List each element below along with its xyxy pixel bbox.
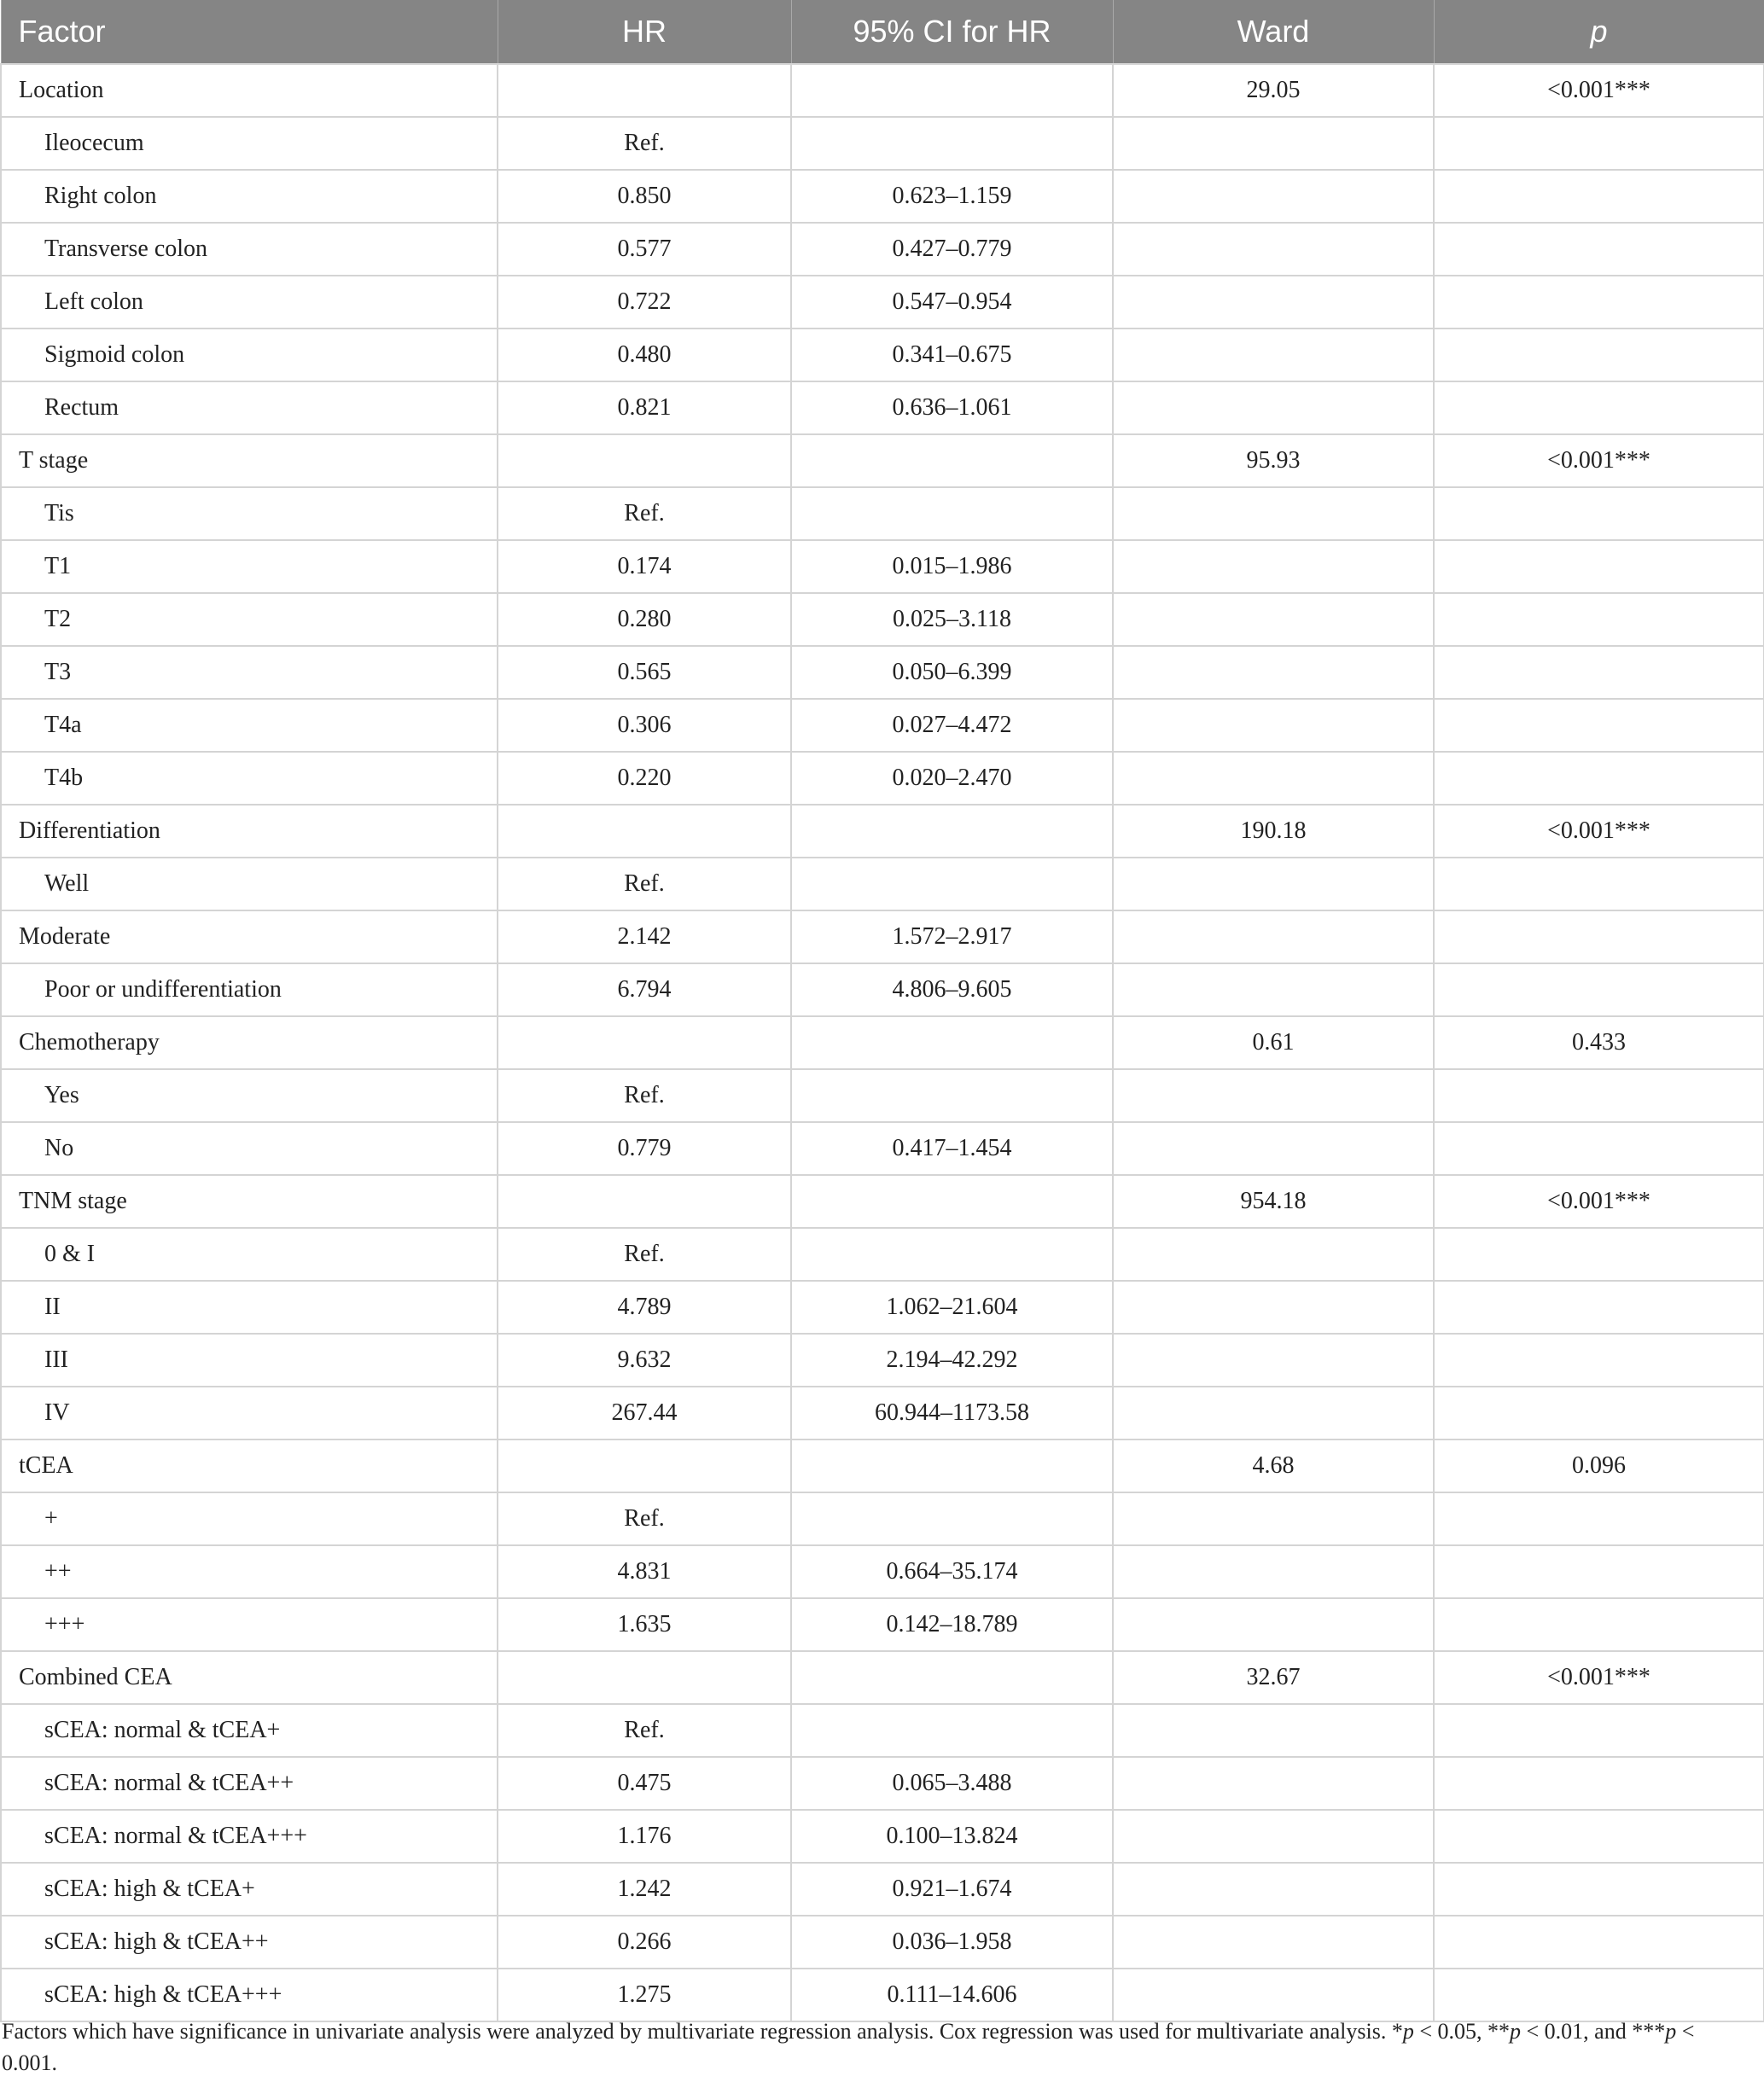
cell-ci: 1.062–21.604: [791, 1281, 1113, 1334]
cell-ward: [1113, 910, 1434, 963]
table-body: [1, 64, 1764, 2021]
cell-p-value: [1434, 1863, 1764, 1916]
cell-p-value: [1434, 1281, 1764, 1334]
cell-p-value: [1434, 1228, 1764, 1281]
cell-hr: 9.632: [498, 1334, 791, 1387]
cell-ci: [791, 858, 1113, 910]
table-row: [1, 329, 1764, 381]
cell-ward: [1113, 752, 1434, 805]
table-row: [1, 1439, 1764, 1492]
cell-p-value: [1434, 752, 1764, 805]
cell-p-value: [1434, 1969, 1764, 2021]
cell-hr: 0.565: [498, 646, 791, 699]
cell-ci: 0.100–13.824: [791, 1810, 1113, 1863]
table-row: [1, 1545, 1764, 1598]
cell-ward: 4.68: [1113, 1439, 1434, 1492]
cell-p-value: [1434, 1122, 1764, 1175]
cell-ci: [791, 1704, 1113, 1757]
cell-factor: Differentiation: [1, 805, 498, 858]
cell-ci: 1.572–2.917: [791, 910, 1113, 963]
cell-ward: [1113, 858, 1434, 910]
cell-ward: [1113, 1863, 1434, 1916]
cell-hr: 2.142: [498, 910, 791, 963]
column-header-factor: Factor: [1, 0, 498, 64]
cell-ci: 0.020–2.470: [791, 752, 1113, 805]
cell-factor: Chemotherapy: [1, 1016, 498, 1069]
table-row: [1, 223, 1764, 276]
cell-ci: 2.194–42.292: [791, 1334, 1113, 1387]
table-row: [1, 1069, 1764, 1122]
table-row: [1, 1598, 1764, 1651]
cell-p-value: [1434, 540, 1764, 593]
table-row: [1, 1122, 1764, 1175]
cell-hr: 0.220: [498, 752, 791, 805]
cell-p-value: [1434, 1704, 1764, 1757]
column-header-ward: Ward: [1113, 0, 1434, 64]
cell-hr: 1.242: [498, 1863, 791, 1916]
cell-hr: 1.275: [498, 1969, 791, 2021]
cell-ci: 0.036–1.958: [791, 1916, 1113, 1969]
cell-ward: 95.93: [1113, 434, 1434, 487]
cell-p-value: [1434, 487, 1764, 540]
cell-ward: [1113, 699, 1434, 752]
column-header-hr: HR: [498, 0, 791, 64]
cell-p-value: <0.001***: [1434, 1651, 1764, 1704]
cell-hr: 0.850: [498, 170, 791, 223]
cell-ward: [1113, 117, 1434, 170]
cell-ward: [1113, 593, 1434, 646]
table-row: [1, 699, 1764, 752]
cell-factor: sCEA: high & tCEA++: [1, 1916, 498, 1969]
footnote-text: < 0.01, and ***: [1521, 2019, 1666, 2044]
cell-factor: Well: [1, 858, 498, 910]
column-header-p: p: [1434, 0, 1764, 64]
cell-ci: 0.341–0.675: [791, 329, 1113, 381]
cell-p-value: [1434, 223, 1764, 276]
cell-ci: [791, 1439, 1113, 1492]
footnote-text: < 0.001.: [2, 2019, 1695, 2075]
cell-hr: Ref.: [498, 1069, 791, 1122]
cell-p-value: <0.001***: [1434, 64, 1764, 117]
cell-factor: TNM stage: [1, 1175, 498, 1228]
table-row: [1, 1651, 1764, 1704]
cell-p-value: [1434, 1757, 1764, 1810]
cell-ci: 0.015–1.986: [791, 540, 1113, 593]
cell-hr: 6.794: [498, 963, 791, 1016]
cell-hr: 0.266: [498, 1916, 791, 1969]
table-row: [1, 1492, 1764, 1545]
cell-p-value: [1434, 1334, 1764, 1387]
cell-p-value: 0.096: [1434, 1439, 1764, 1492]
cell-ward: [1113, 540, 1434, 593]
cell-ci: 0.547–0.954: [791, 276, 1113, 329]
cell-ci: [791, 1228, 1113, 1281]
cell-hr: Ref.: [498, 1228, 791, 1281]
cell-ward: 0.61: [1113, 1016, 1434, 1069]
cell-ward: [1113, 1334, 1434, 1387]
table-row: [1, 1281, 1764, 1334]
header-row: [1, 0, 1764, 64]
cell-hr: 0.821: [498, 381, 791, 434]
cell-factor: +++: [1, 1598, 498, 1651]
cell-ci: 0.417–1.454: [791, 1122, 1113, 1175]
cell-p-value: <0.001***: [1434, 434, 1764, 487]
cell-ci: [791, 1651, 1113, 1704]
table-row: [1, 64, 1764, 117]
cell-p-value: [1434, 276, 1764, 329]
cell-hr: 0.306: [498, 699, 791, 752]
cell-factor: IV: [1, 1387, 498, 1439]
table-row: [1, 381, 1764, 434]
cell-factor: Left colon: [1, 276, 498, 329]
table-row: [1, 805, 1764, 858]
cell-factor: Rectum: [1, 381, 498, 434]
cell-hr: [498, 434, 791, 487]
cell-ward: [1113, 1810, 1434, 1863]
cell-hr: 0.577: [498, 223, 791, 276]
table-row: [1, 540, 1764, 593]
cell-ward: [1113, 646, 1434, 699]
table-row: [1, 858, 1764, 910]
cell-hr: Ref.: [498, 858, 791, 910]
cell-ci: 0.623–1.159: [791, 170, 1113, 223]
cell-hr: 0.722: [498, 276, 791, 329]
cell-factor: Moderate: [1, 910, 498, 963]
cell-hr: 4.831: [498, 1545, 791, 1598]
cell-p-value: [1434, 1598, 1764, 1651]
cell-factor: Poor or undifferentiation: [1, 963, 498, 1016]
table-row: [1, 910, 1764, 963]
cell-ci: [791, 805, 1113, 858]
cell-ward: [1113, 1757, 1434, 1810]
cell-ward: 29.05: [1113, 64, 1434, 117]
cell-factor: ++: [1, 1545, 498, 1598]
cell-p-value: [1434, 1492, 1764, 1545]
cell-p-value: [1434, 1810, 1764, 1863]
footnote-text: < 0.05, **: [1413, 2019, 1511, 2044]
cell-ci: [791, 1069, 1113, 1122]
cell-factor: T2: [1, 593, 498, 646]
cell-ci: 0.664–35.174: [791, 1545, 1113, 1598]
cell-hr: [498, 805, 791, 858]
cell-ward: [1113, 170, 1434, 223]
cell-p-value: [1434, 170, 1764, 223]
cell-factor: T4a: [1, 699, 498, 752]
cell-hr: 0.280: [498, 593, 791, 646]
cell-ci: 0.427–0.779: [791, 223, 1113, 276]
cell-hr: [498, 1175, 791, 1228]
cell-hr: 0.174: [498, 540, 791, 593]
cell-ward: [1113, 329, 1434, 381]
cell-ci: [791, 487, 1113, 540]
cell-p-value: [1434, 1916, 1764, 1969]
cell-factor: sCEA: high & tCEA+: [1, 1863, 498, 1916]
cell-ci: 0.027–4.472: [791, 699, 1113, 752]
cell-factor: No: [1, 1122, 498, 1175]
cell-ci: 60.944–1173.58: [791, 1387, 1113, 1439]
cell-hr: Ref.: [498, 487, 791, 540]
table-row: [1, 1916, 1764, 1969]
table-row: [1, 434, 1764, 487]
cell-ward: [1113, 381, 1434, 434]
cell-hr: 0.779: [498, 1122, 791, 1175]
cell-factor: T4b: [1, 752, 498, 805]
cell-ci: [791, 1175, 1113, 1228]
cell-p-value: [1434, 963, 1764, 1016]
cell-ward: [1113, 223, 1434, 276]
cell-ci: 0.050–6.399: [791, 646, 1113, 699]
cell-factor: 0 & I: [1, 1228, 498, 1281]
cell-factor: Tis: [1, 487, 498, 540]
cell-ci: 0.065–3.488: [791, 1757, 1113, 1810]
cell-factor: Right colon: [1, 170, 498, 223]
cell-ci: [791, 434, 1113, 487]
cell-hr: 4.789: [498, 1281, 791, 1334]
table-row: [1, 1863, 1764, 1916]
cell-p-value: [1434, 381, 1764, 434]
cell-ward: 954.18: [1113, 1175, 1434, 1228]
cell-hr: 1.176: [498, 1810, 791, 1863]
cell-factor: sCEA: normal & tCEA+++: [1, 1810, 498, 1863]
cell-factor: III: [1, 1334, 498, 1387]
table-row: [1, 1969, 1764, 2021]
table-row: [1, 1175, 1764, 1228]
table-row: [1, 276, 1764, 329]
cell-p-value: [1434, 858, 1764, 910]
cell-ward: [1113, 1069, 1434, 1122]
cell-ci: 0.142–18.789: [791, 1598, 1113, 1651]
cell-ward: [1113, 1916, 1434, 1969]
cell-ci: [791, 1016, 1113, 1069]
cell-ward: [1113, 1387, 1434, 1439]
cell-p-value: [1434, 1069, 1764, 1122]
cell-ward: 32.67: [1113, 1651, 1434, 1704]
footnote-p-symbol: p: [1665, 2019, 1677, 2044]
cell-factor: T3: [1, 646, 498, 699]
cell-ward: [1113, 1228, 1434, 1281]
cell-factor: sCEA: high & tCEA+++: [1, 1969, 498, 2021]
table-row: [1, 963, 1764, 1016]
table-row: [1, 646, 1764, 699]
cell-hr: 267.44: [498, 1387, 791, 1439]
cell-p-value: 0.433: [1434, 1016, 1764, 1069]
table-row: [1, 1228, 1764, 1281]
table-row: [1, 1810, 1764, 1863]
cell-factor: sCEA: normal & tCEA++: [1, 1757, 498, 1810]
footnote-p-symbol: p: [1510, 2019, 1522, 2044]
table-header: [1, 0, 1764, 64]
table-footnote: [0, 2015, 1743, 2079]
cell-factor: Sigmoid colon: [1, 329, 498, 381]
cell-ward: [1113, 1492, 1434, 1545]
cell-ward: [1113, 1704, 1434, 1757]
cell-hr: [498, 64, 791, 117]
cell-factor: Ileocecum: [1, 117, 498, 170]
cell-ci: 4.806–9.605: [791, 963, 1113, 1016]
table-row: [1, 117, 1764, 170]
cell-hr: Ref.: [498, 1704, 791, 1757]
cell-hr: 0.475: [498, 1757, 791, 1810]
cell-ward: [1113, 276, 1434, 329]
cell-ward: [1113, 487, 1434, 540]
cell-p-value: <0.001***: [1434, 805, 1764, 858]
table-row: [1, 1016, 1764, 1069]
table-row: [1, 752, 1764, 805]
cell-factor: tCEA: [1, 1439, 498, 1492]
table-row: [1, 1387, 1764, 1439]
cell-p-value: [1434, 117, 1764, 170]
cell-ward: [1113, 963, 1434, 1016]
cell-p-value: [1434, 329, 1764, 381]
column-header-ci: 95% CI for HR: [791, 0, 1113, 64]
cell-p-value: [1434, 593, 1764, 646]
cell-p-value: [1434, 1545, 1764, 1598]
cell-ci: [791, 1492, 1113, 1545]
cell-factor: sCEA: normal & tCEA+: [1, 1704, 498, 1757]
footnote-text: Factors which have significance in univariate analysis were analyzed by multivariate regression analysis. Cox regression was used for multivariate analysis. *: [2, 2019, 1403, 2044]
cell-ward: [1113, 1545, 1434, 1598]
cell-hr: 0.480: [498, 329, 791, 381]
cell-factor: Location: [1, 64, 498, 117]
table-row: [1, 487, 1764, 540]
cell-hr: [498, 1651, 791, 1704]
cell-factor: Transverse colon: [1, 223, 498, 276]
cell-p-value: [1434, 1387, 1764, 1439]
cell-factor: Yes: [1, 1069, 498, 1122]
cell-ci: [791, 64, 1113, 117]
cell-hr: 1.635: [498, 1598, 791, 1651]
cell-ci: 0.921–1.674: [791, 1863, 1113, 1916]
cell-ci: 0.025–3.118: [791, 593, 1113, 646]
cell-hr: Ref.: [498, 117, 791, 170]
cell-ward: [1113, 1598, 1434, 1651]
cell-ci: [791, 117, 1113, 170]
cell-hr: Ref.: [498, 1492, 791, 1545]
table-row: [1, 1334, 1764, 1387]
cell-factor: +: [1, 1492, 498, 1545]
cell-factor: T1: [1, 540, 498, 593]
cell-factor: II: [1, 1281, 498, 1334]
cell-factor: T stage: [1, 434, 498, 487]
table-row: [1, 1704, 1764, 1757]
cell-p-value: [1434, 646, 1764, 699]
table-row: [1, 170, 1764, 223]
table-row: [1, 1757, 1764, 1810]
cell-ward: [1113, 1969, 1434, 2021]
cell-ci: 0.111–14.606: [791, 1969, 1113, 2021]
cell-hr: [498, 1439, 791, 1492]
cell-ward: [1113, 1122, 1434, 1175]
table-row: [1, 593, 1764, 646]
cell-ward: 190.18: [1113, 805, 1434, 858]
footnote-p-symbol: p: [1402, 2019, 1414, 2044]
cell-hr: [498, 1016, 791, 1069]
cell-p-value: [1434, 699, 1764, 752]
cell-ci: 0.636–1.061: [791, 381, 1113, 434]
cell-p-value: [1434, 910, 1764, 963]
cell-factor: Combined CEA: [1, 1651, 498, 1704]
cell-ward: [1113, 1281, 1434, 1334]
cell-p-value: <0.001***: [1434, 1175, 1764, 1228]
